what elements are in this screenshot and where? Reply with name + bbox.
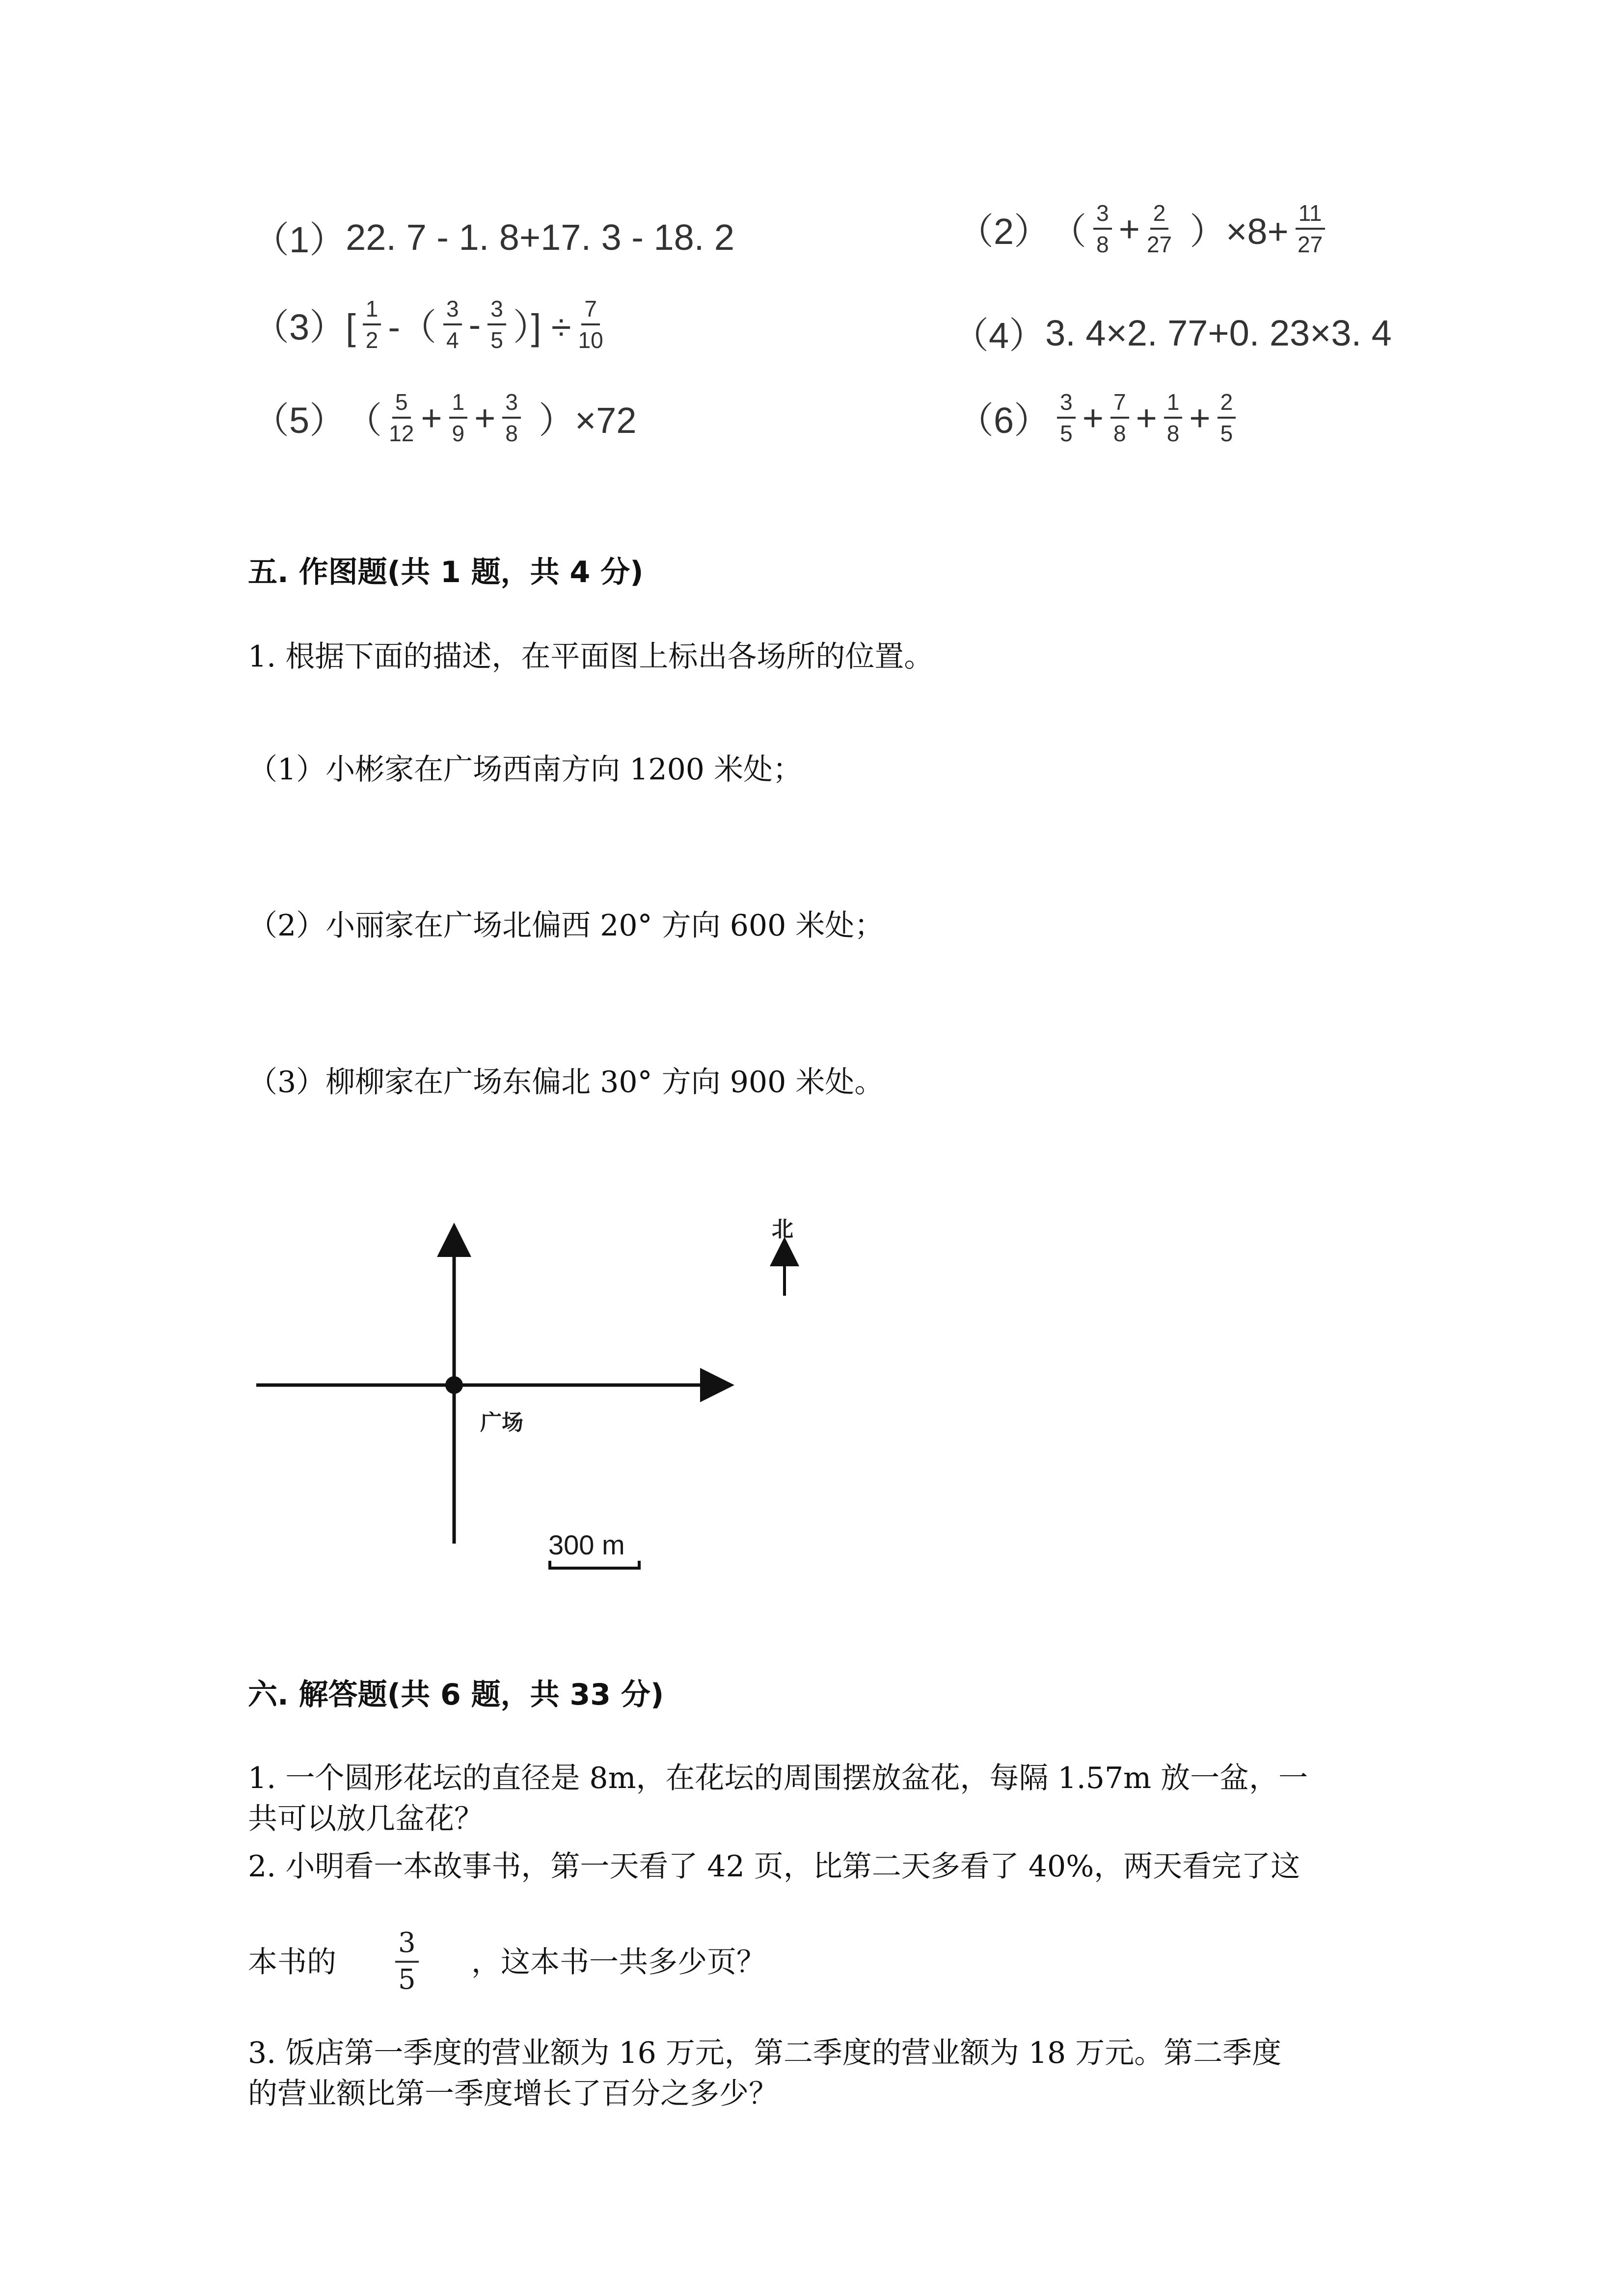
problem-label: （6）: [957, 400, 1051, 441]
fraction: $\frac{3}{4}$: [443, 297, 462, 352]
problem-text: 本书的: [248, 1945, 336, 1979]
operator: +: [421, 397, 442, 438]
problem-label: （1）: [253, 219, 346, 260]
problem-text: ，这本书一共多少页？: [471, 1945, 766, 1979]
north-label: 北: [772, 1217, 793, 1242]
fraction: $\frac{3}{8}$: [502, 390, 521, 446]
question-item: （2）小丽家在广场北偏西 20° 方向 600 米处；: [248, 908, 884, 943]
fraction: $\frac{1}{8}$: [1164, 390, 1183, 446]
question-item: （3）柳柳家在广场东偏北 30° 方向 900 米处。: [248, 1065, 884, 1099]
section-title: 五. 作图题(共 1 题，共 4 分): [248, 555, 644, 589]
fraction: $\frac{3}{5}$: [1057, 390, 1076, 446]
fraction: $\frac{2}{27}$: [1146, 200, 1172, 258]
fraction: $\frac{3}{5}$: [487, 297, 506, 352]
scale-bar: [550, 1561, 639, 1568]
operator: ）×72: [538, 400, 637, 441]
paren-open: （: [1050, 211, 1087, 252]
operator: -: [468, 304, 481, 345]
plaza-center-dot: [445, 1376, 463, 1394]
problem-label: （4）: [952, 315, 1046, 356]
problem-text: 1. 一个圆形花坛的直径是 8m，在花坛的周围摆放盆花，每隔 1.57m 放一盆，一: [248, 1761, 1308, 1795]
paren-open: （: [346, 400, 382, 441]
fraction: $\frac{2}{5}$: [1218, 390, 1236, 446]
fraction: $\frac{5}{12}$: [389, 389, 414, 447]
operator: +: [474, 397, 496, 438]
plaza-label: 广场: [480, 1410, 523, 1435]
operator: -（: [388, 307, 436, 348]
operator: +: [1118, 208, 1140, 249]
fraction: $\frac{1}{2}$: [363, 297, 381, 352]
expression: 22. 7 - 1. 8+17. 3 - 18. 2: [346, 216, 735, 258]
scale-label: 300 m: [548, 1529, 625, 1560]
question-item: （1）小彬家在广场西南方向 1200 米处；: [248, 752, 803, 787]
question-text: 1. 根据下面的描述，在平面图上标出各场所的位置。: [248, 640, 934, 674]
fraction: $\frac{7}{10}$: [578, 296, 603, 353]
fraction: $\frac{11}{27}$: [1296, 201, 1325, 257]
fraction: $\frac{1}{9}$: [449, 390, 468, 446]
operator: +: [1189, 397, 1211, 438]
expression: 3. 4×2. 77+0. 23×3. 4: [1045, 312, 1392, 353]
fraction: $\frac{7}{8}$: [1110, 390, 1129, 446]
fraction: $\frac{3}{8}$: [1093, 201, 1112, 257]
problem-label: （3）[: [253, 307, 356, 348]
section-title: 六. 解答题(共 6 题，共 33 分): [248, 1678, 664, 1712]
operator: +: [1082, 397, 1104, 438]
operator: +: [1136, 397, 1157, 438]
problem-text: 共可以放几盆花？: [248, 1802, 484, 1836]
fraction: 3 5: [395, 1929, 419, 1995]
problem-text: 2. 小明看一本故事书，第一天看了 42 页，比第二天多看了 40%，两天看完了这: [248, 1849, 1300, 1884]
operator: ）] ÷: [513, 307, 571, 348]
problem-text: 3. 饭店第一季度的营业额为 16 万元，第二季度的营业额为 18 万元。第二季度: [248, 2036, 1282, 2070]
problem-label: （2）: [957, 211, 1051, 252]
operator: ）×8+: [1190, 211, 1289, 252]
problem-label: （5）: [253, 400, 346, 441]
problem-text: 的营业额比第一季度增长了百分之多少？: [248, 2077, 778, 2111]
